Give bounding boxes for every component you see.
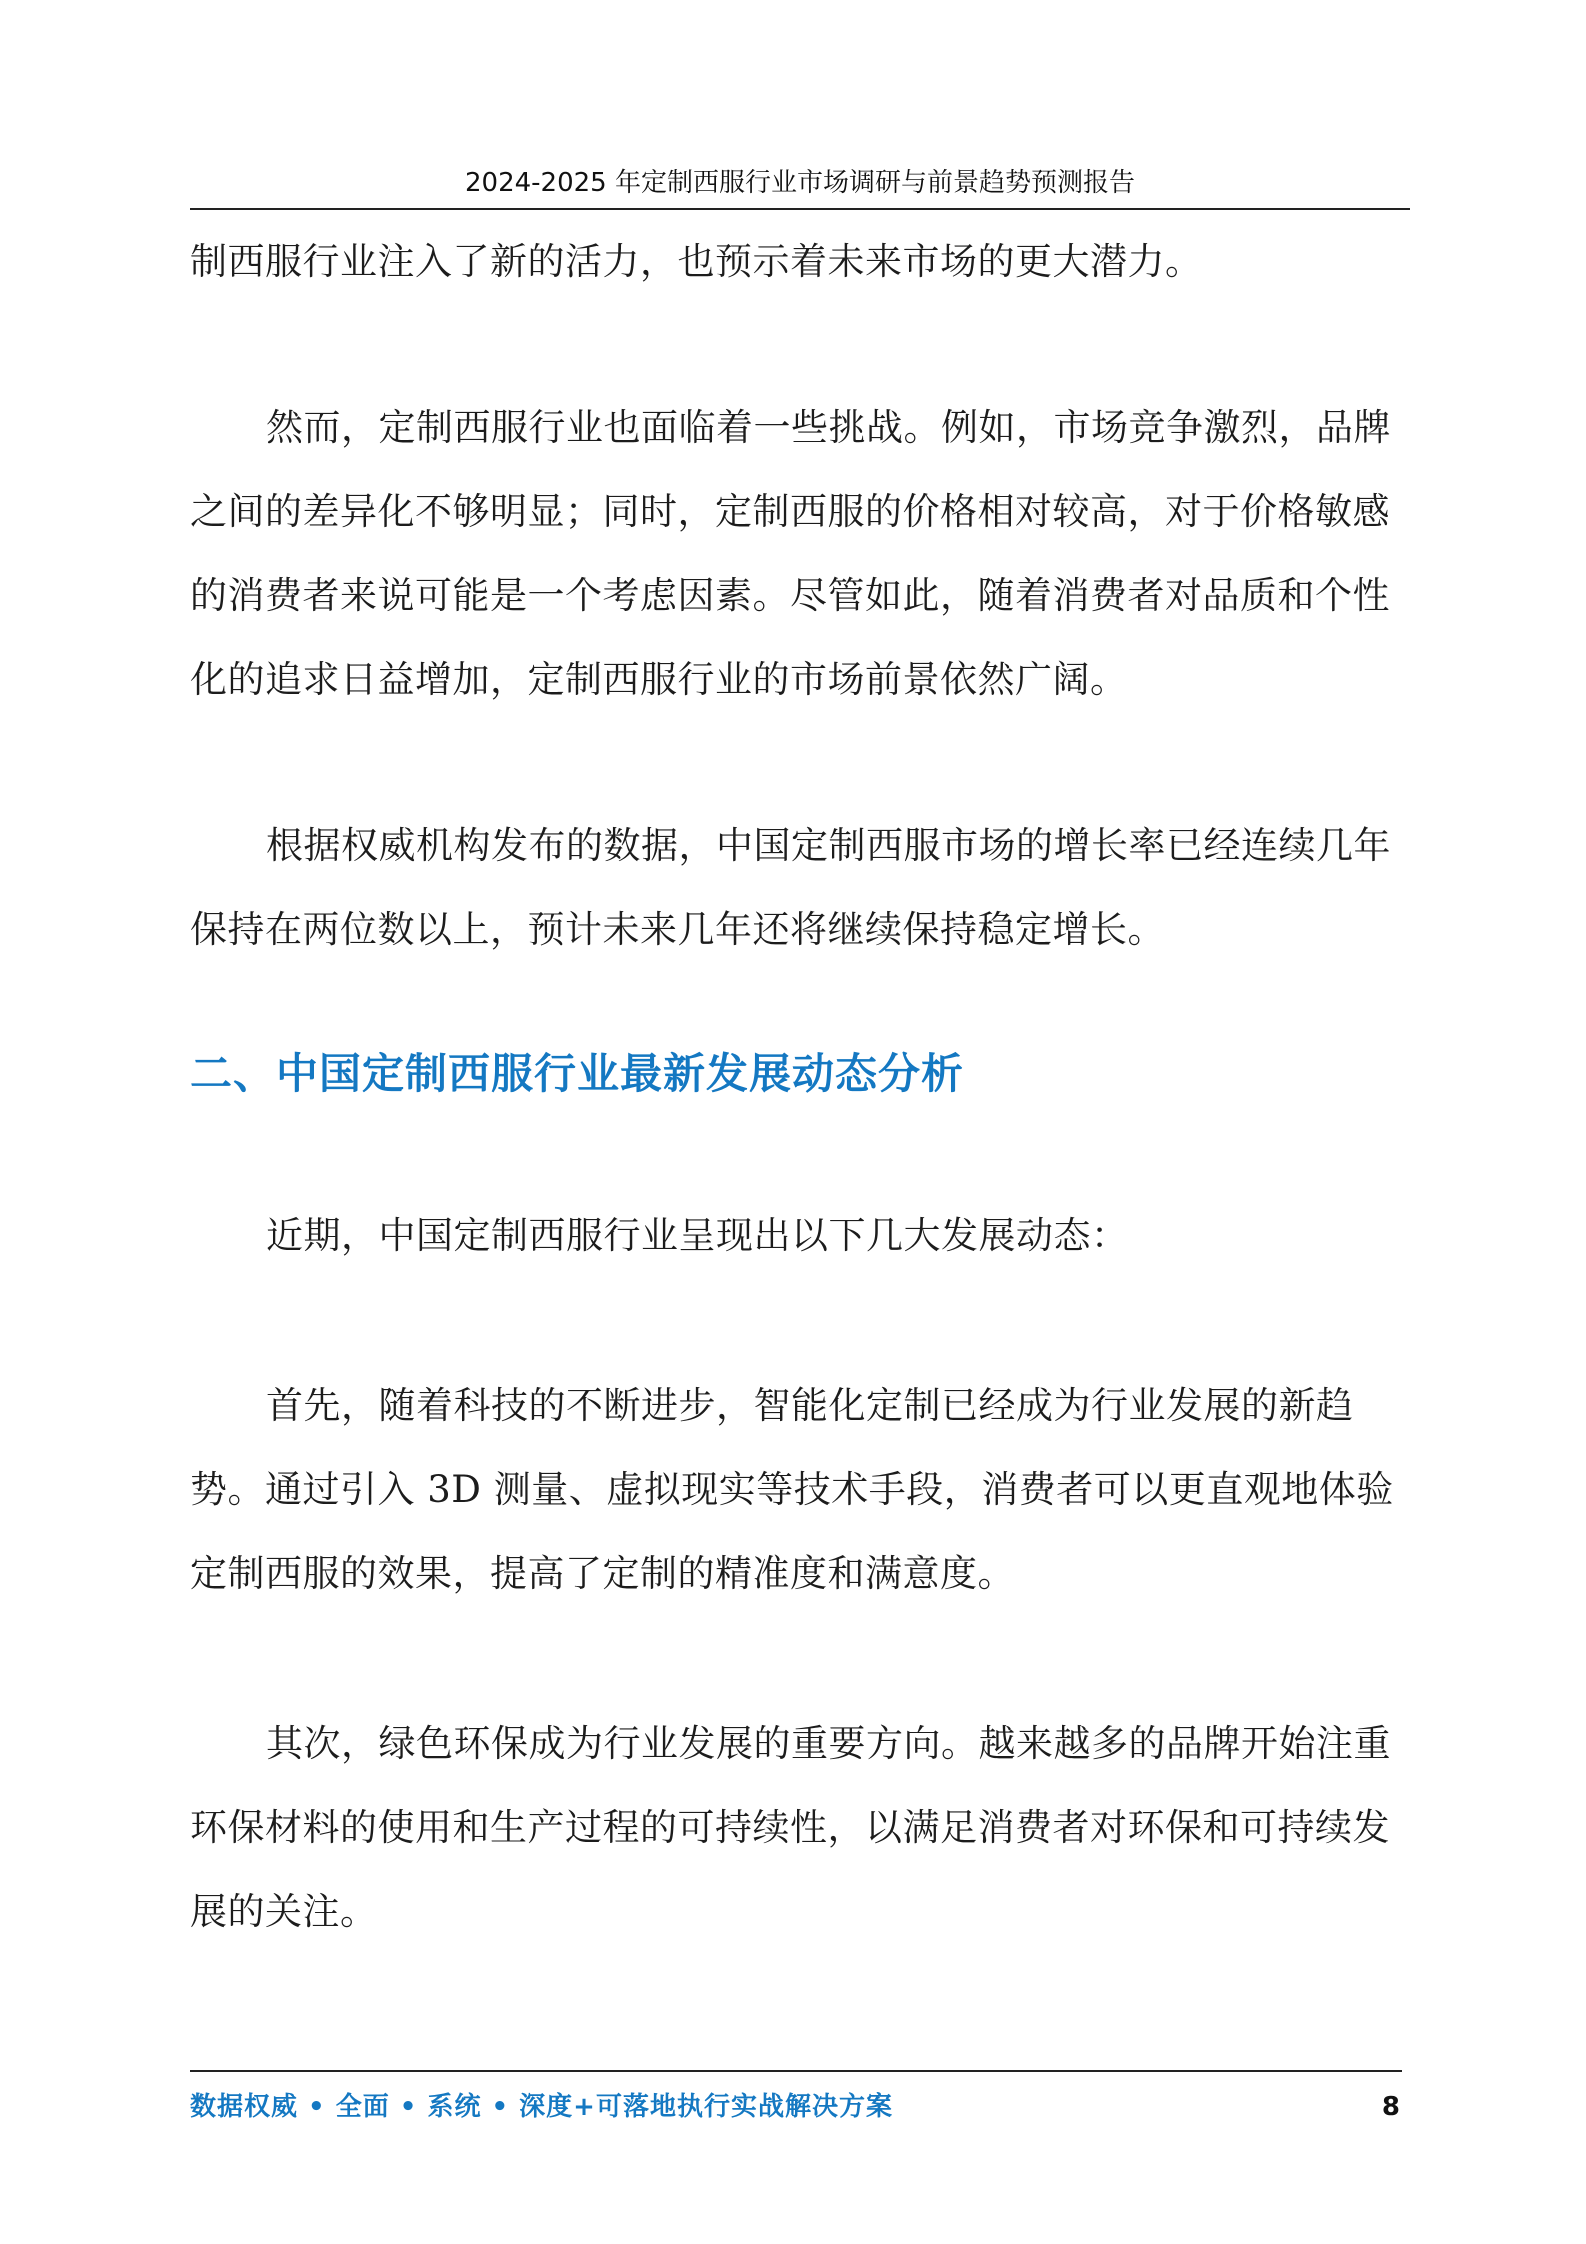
spacer	[190, 1616, 1410, 1702]
spacer	[190, 722, 1410, 804]
page-number: 8	[1381, 2092, 1400, 2122]
header-divider	[190, 208, 1410, 210]
page-body	[190, 220, 1410, 1954]
running-header-title: 2024-2025 年定制西服行业市场调研与前景趋势预测报告	[465, 168, 1135, 198]
footer-slogan: 数据权威 • 全面 • 系统 • 深度+可落地执行实战解决方案	[190, 2092, 893, 2122]
paragraph-smart-customization: 首先，随着科技的不断进步，智能化定制已经成为行业发展的新趋势。通过引入 3D 测量、虚拟现实等技术手段，消费者可以更直观地体验定制西服的效果，提高了定制的精准度和满意度。	[190, 1384, 1394, 1595]
spacer	[190, 304, 1410, 386]
section-heading: 二、中国定制西服行业最新发展动态分析	[190, 1049, 965, 1098]
paragraph-continuation: 制西服行业注入了新的活力，也预示着未来市场的更大潜力。	[190, 240, 1203, 283]
paragraph-growth-data: 根据权威机构发布的数据，中国定制西服市场的增长率已经连续几年保持在两位数以上，预计未来几年还将继续保持稳定增长。	[190, 824, 1391, 951]
paragraph-green-environment: 其次，绿色环保成为行业发展的重要方向。越来越多的品牌开始注重环保材料的使用和生产过程的可持续性，以满足消费者对环保和可持续发展的关注。	[190, 1722, 1391, 1933]
paragraph-intro: 近期，中国定制西服行业呈现出以下几大发展动态：	[266, 1214, 1129, 1257]
spacer	[190, 1278, 1410, 1364]
footer-divider	[190, 2070, 1402, 2072]
spacer	[190, 972, 1410, 1032]
spacer	[190, 1116, 1410, 1194]
paragraph-challenges: 然而，定制西服行业也面临着一些挑战。例如，市场竞争激烈，品牌之间的差异化不够明显；同时，定制西服的价格相对较高，对于价格敏感的消费者来说可能是一个考虑因素。尽管如此，随着消费者对品质和个性化的追求日益增加，定制西服行业的市场前景依然广阔。	[190, 406, 1391, 701]
